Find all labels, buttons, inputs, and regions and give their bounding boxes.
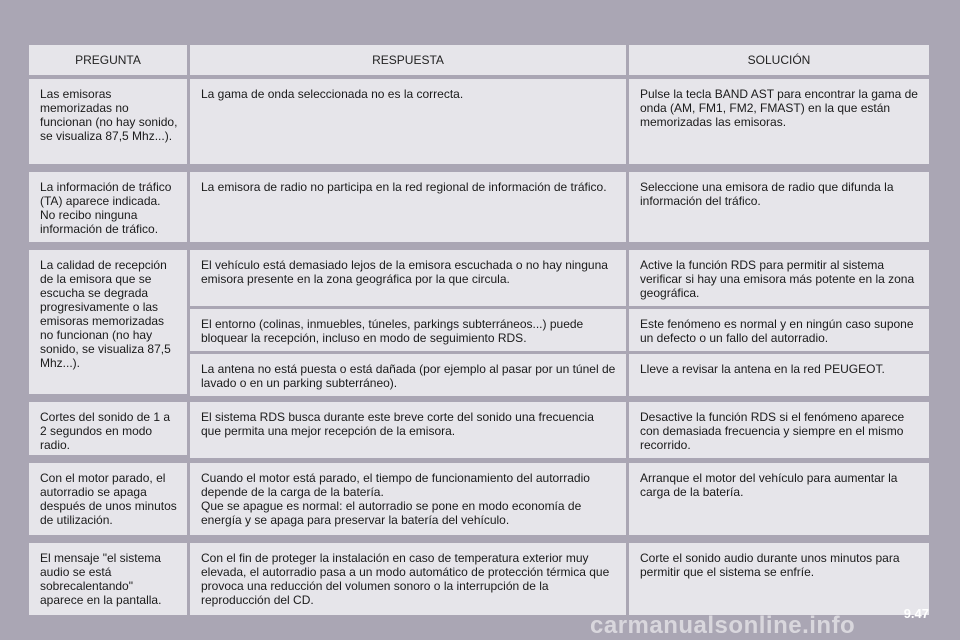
- question-cell: La información de tráfico (TA) aparece indicada. No recibo ninguna información de tráfico.: [29, 172, 187, 242]
- answer-cell: La emisora de radio no participa en la red regional de información de tráfico.: [190, 172, 626, 242]
- table-row: [29, 463, 929, 535]
- troubleshooting-table: [29, 45, 929, 615]
- answer-cell: La gama de onda seleccionada no es la correcta.: [190, 79, 626, 164]
- question-cell: Cortes del sonido de 1 a 2 segundos en modo radio.: [29, 402, 187, 455]
- watermark-text: carmanualsonline.info: [590, 612, 856, 639]
- answer-cell: El vehículo está demasiado lejos de la emisora escuchada o no hay ninguna emisora presente en la zona geográfica por la que circula.: [190, 250, 626, 306]
- answer-cell: El entorno (colinas, inmuebles, túneles, parkings subterráneos...) puede bloquear la recepción, incluso en modo de seguimiento RDS.: [190, 309, 626, 351]
- table-row: [29, 543, 929, 615]
- solution-cell: Desactive la función RDS si el fenómeno aparece con demasiada frecuencia y siempre en el mismo recorrido.: [629, 402, 929, 458]
- header-solucion: SOLUCIÓN: [629, 45, 929, 75]
- table-row: [29, 250, 929, 394]
- header-pregunta: PREGUNTA: [29, 45, 187, 75]
- solution-cell: Arranque el motor del vehículo para aumentar la carga de la batería.: [629, 463, 929, 535]
- table-row: [29, 79, 929, 164]
- solution-cell: Seleccione una emisora de radio que difunda la información del tráfico.: [629, 172, 929, 242]
- answer-cell: Con el fin de proteger la instalación en caso de temperatura exterior muy elevada, el autorradio pasa a un modo automático de protección térmica que provoca una reducción del volumen sonoro o la interrupción de la reproducción del CD.: [190, 543, 626, 615]
- solution-cell: Active la función RDS para permitir al sistema verificar si hay una emisora más potente en la zona geográfica.: [629, 250, 929, 306]
- solution-cell: Este fenómeno es normal y en ningún caso supone un defecto o un fallo del autorradio.: [629, 309, 929, 351]
- page-number: 9.47: [903, 606, 929, 621]
- solution-cell: Lleve a revisar la antena en la red PEUGEOT.: [629, 354, 929, 396]
- question-cell: La calidad de recepción de la emisora que se escucha se degrada progresivamente o las emisoras memorizadas no funcionan (no hay sonido, se visualiza 87,5 Mhz...).: [29, 250, 187, 394]
- question-cell: El mensaje "el sistema audio se está sobrecalentando" aparece en la pantalla.: [29, 543, 187, 615]
- solution-cell: Corte el sonido audio durante unos minutos para permitir que el sistema se enfríe.: [629, 543, 929, 615]
- table-row: [29, 402, 929, 455]
- solution-cell: Pulse la tecla BAND AST para encontrar la gama de onda (AM, FM1, FM2, FMAST) en la que están memorizadas las emisoras.: [629, 79, 929, 164]
- answer-cell: La antena no está puesta o está dañada (por ejemplo al pasar por un túnel de lavado o en un parking subterráneo).: [190, 354, 626, 396]
- question-cell: Con el motor parado, el autorradio se apaga después de unos minutos de utilización.: [29, 463, 187, 535]
- answer-cell: Cuando el motor está parado, el tiempo de funcionamiento del autorradio depende de la carga de la batería. Que se apague es normal: el autorradio se pone en modo economía de energía y se apaga para preservar la batería del vehículo.: [190, 463, 626, 535]
- table-header: [29, 45, 929, 75]
- table-row: [29, 172, 929, 242]
- question-cell: Las emisoras memorizadas no funcionan (no hay sonido, se visualiza 87,5 Mhz...).: [29, 79, 187, 164]
- header-respuesta: RESPUESTA: [190, 45, 626, 75]
- answer-cell: El sistema RDS busca durante este breve corte del sonido una frecuencia que permita una mejor recepción de la emisora.: [190, 402, 626, 458]
